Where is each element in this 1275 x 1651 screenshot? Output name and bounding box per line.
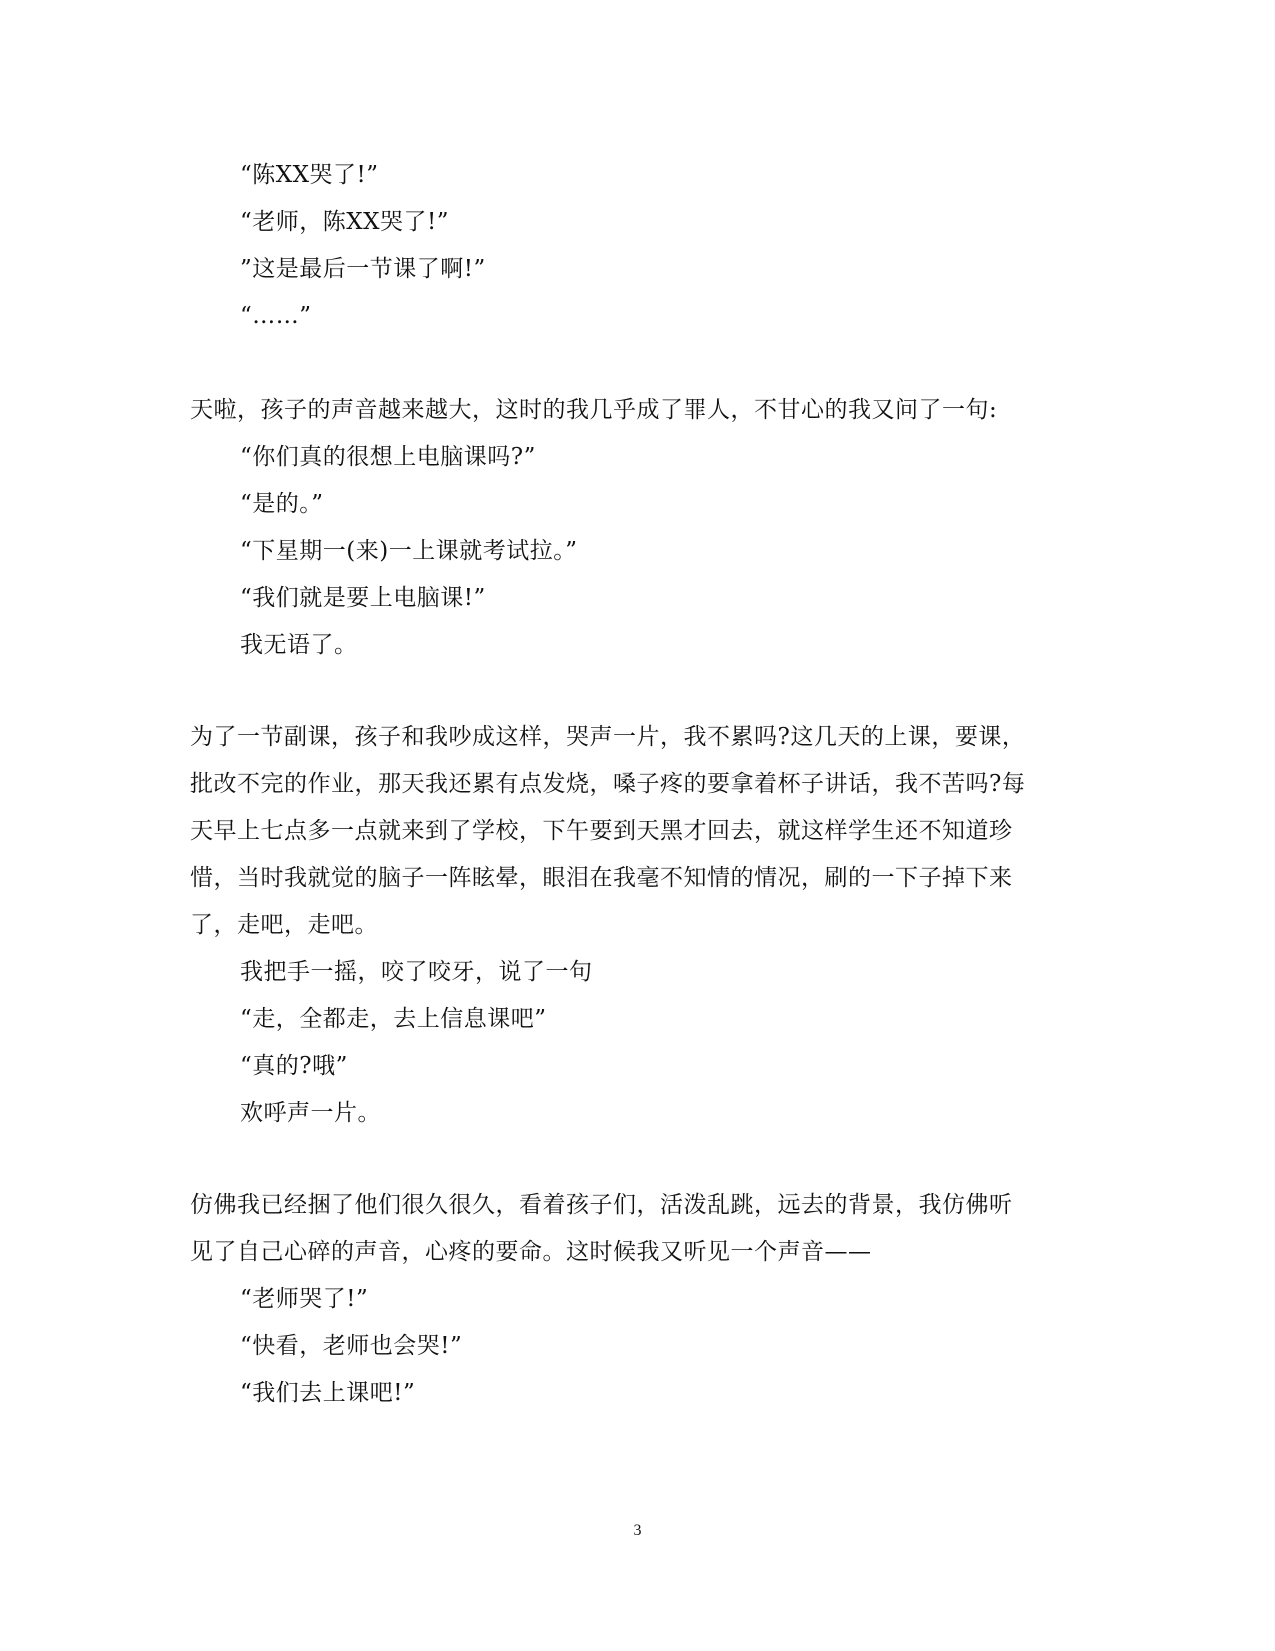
paragraph-line: 我无语了。 — [240, 632, 358, 658]
dialogue-line: “下星期一(来)一上课就考试拉。” — [240, 538, 578, 564]
paragraph-line: 天啦，孩子的声音越来越大，这时的我几乎成了罪人，不甘心的我又问了一句: — [190, 397, 998, 423]
paragraph-line: 天早上七点多一点就来到了学校，下午要到天黑才回去，就这样学生还不知道珍 — [190, 818, 1013, 844]
paragraph-line: 批改不完的作业，那天我还累有点发烧，嗓子疼的要拿着杯子讲话，我不苦吗?每 — [190, 771, 1026, 797]
dialogue-line: “真的?哦” — [240, 1053, 348, 1079]
dialogue-line: “你们真的很想上电脑课吗?” — [240, 444, 536, 470]
dialogue-line: “老师，陈XX哭了!” — [240, 209, 450, 235]
paragraph-line: 为了一节副课，孩子和我吵成这样，哭声一片，我不累吗?这几天的上课，要课， — [190, 724, 1026, 750]
dialogue-line: “老师哭了!” — [240, 1286, 369, 1312]
dialogue-line: “我们就是要上电脑课!” — [240, 585, 486, 611]
dialogue-line: “陈XX哭了!” — [240, 162, 379, 188]
dialogue-line: “快看，老师也会哭!” — [240, 1333, 463, 1359]
paragraph-line: 了，走吧，走吧。 — [190, 912, 378, 938]
paragraph-line: 我把手一摇，咬了咬牙，说了一句 — [240, 959, 593, 985]
dialogue-line: “我们去上课吧!” — [240, 1380, 416, 1406]
dialogue-line: “是的。” — [240, 491, 324, 517]
dialogue-line: “……” — [240, 303, 312, 329]
paragraph-line: 欢呼声一片。 — [240, 1100, 381, 1126]
paragraph-line: 惜，当时我就觉的脑子一阵眩晕，眼泪在我毫不知情的情况，刷的一下子掉下来 — [190, 865, 1013, 891]
paragraph-line: 仿佛我已经捆了他们很久很久，看着孩子们，活泼乱跳，远去的背景，我仿佛听 — [190, 1192, 1013, 1218]
paragraph-line: 见了自己心碎的声音，心疼的要命。这时候我又听见一个声音—— — [190, 1239, 872, 1265]
page-number: 3 — [633, 1522, 642, 1539]
dialogue-line: “走，全都走，去上信息课吧” — [240, 1006, 547, 1032]
dialogue-line: ”这是最后一节课了啊!” — [240, 256, 486, 282]
